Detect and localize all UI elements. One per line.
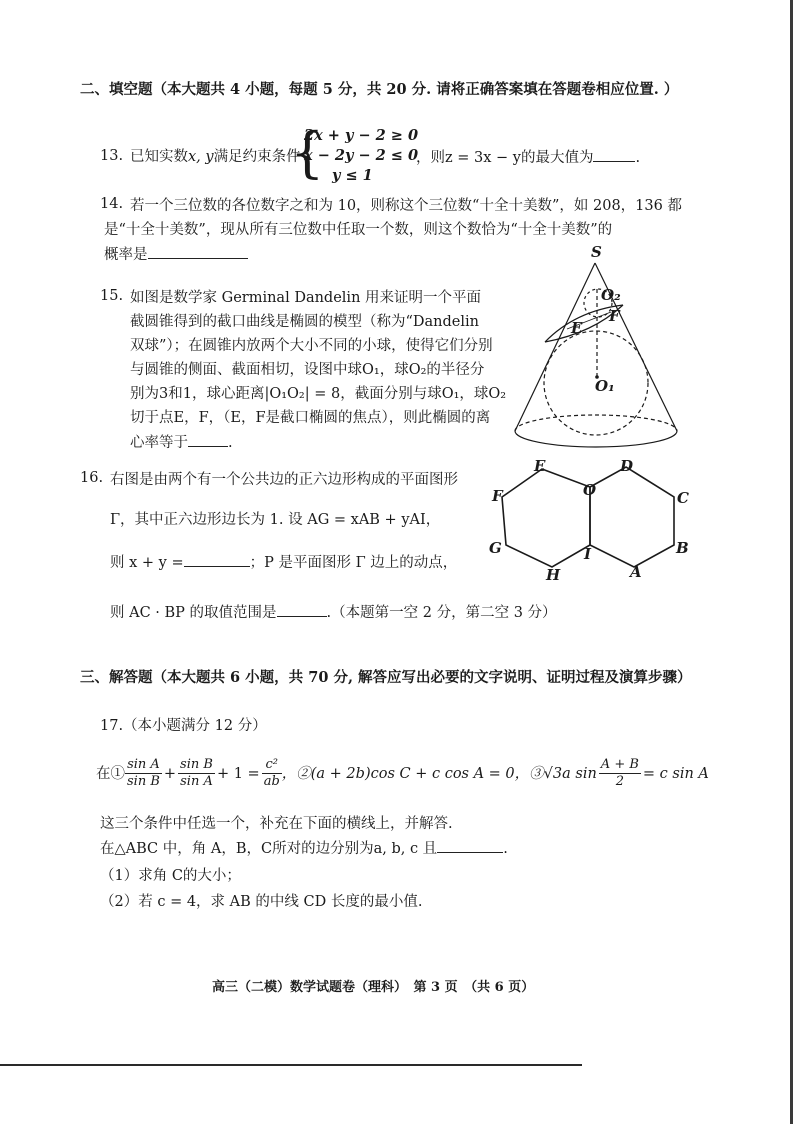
q17-line-3-end: . bbox=[503, 841, 508, 857]
cone-left-edge bbox=[515, 263, 595, 431]
q16-line-4 bbox=[110, 602, 557, 623]
q17-frac-4-num: A + B bbox=[600, 757, 639, 772]
q17-frac-4 bbox=[599, 757, 641, 790]
q17-line-2: 这三个条件中任选一个，补充在下面的横线上，并解答. bbox=[100, 816, 453, 832]
label-a-hex: A bbox=[630, 563, 642, 581]
q13-vars: x, y bbox=[188, 149, 214, 165]
q13-constraint-2: x − 2y − 2 ≤ 0 bbox=[304, 147, 419, 164]
label-d-hex: D bbox=[620, 457, 634, 475]
cone-base-back bbox=[515, 415, 677, 431]
label-b-hex: B bbox=[676, 539, 689, 557]
q13-pre-text: 已知实数 bbox=[130, 149, 188, 165]
q17-frac-3-num: c² bbox=[262, 757, 282, 774]
q15-line-3: 双球”）；在圆锥内放两个大小不同的小球，使得它们分别 bbox=[130, 338, 493, 354]
q17-cond-prefix: 在① bbox=[96, 765, 125, 782]
q15-end: . bbox=[228, 435, 233, 451]
q17-part-1: （1）求角 C的大小； bbox=[100, 868, 241, 884]
q15-line-5: 别为3和1，球心距离|O₁O₂| = 8，截面分别与球O₁，球O₂ bbox=[130, 386, 507, 402]
q17-line-3-text: 在△ABC 中，角 A，B，C所对的边分别为a, b, c 且 bbox=[100, 841, 438, 857]
q17-frac-1 bbox=[125, 757, 162, 790]
label-s: S bbox=[591, 245, 602, 261]
q16-line-3b: ；P 是平面图形 Γ 边上的动点， bbox=[249, 555, 458, 571]
q17-frac-1-num: sin A bbox=[125, 757, 162, 774]
q16-number: 16. bbox=[80, 470, 104, 486]
q13-post-text: ，则z = 3x − y的最大值为 bbox=[416, 150, 594, 166]
q16-line-3 bbox=[110, 552, 457, 573]
q15-line-6: 切于点E，F，（E，F是截口椭圆的焦点），则此椭圆的离 bbox=[130, 410, 491, 426]
q15-line-2: 截圆锥得到的截口曲线是椭圆的模型（称为“Dandelin bbox=[130, 314, 479, 330]
q17-frac-3-den: ab bbox=[263, 774, 280, 789]
bottom-rule bbox=[0, 1064, 582, 1066]
q14-line-3 bbox=[104, 244, 248, 265]
q17-frac-2 bbox=[178, 757, 215, 790]
q17-frac-2-num: sin B bbox=[180, 757, 213, 772]
q17-cond-2-3: ，②(a + 2b)cos C + c cos A = 0，③√3a sin bbox=[281, 765, 597, 782]
q14-answer-blank[interactable] bbox=[148, 244, 248, 259]
q16-line-4b: .（本题第一空 2 分，第二空 3 分） bbox=[326, 605, 557, 621]
q17-frac-4-den: 2 bbox=[615, 774, 624, 789]
q15-line-4: 与圆锥的侧面、截面相切，设图中球O₁，球O₂的半径分 bbox=[130, 362, 485, 378]
q17-line-3 bbox=[100, 838, 508, 859]
q16-answer-blank-2[interactable] bbox=[277, 602, 327, 617]
q14-line-1: 若一个三位数的各位数字之和为 10，则称这个三位数“十全十美数”，如 208，136 都 bbox=[130, 198, 682, 214]
label-h-hex: H bbox=[546, 566, 561, 584]
q16-line-1: 右图是由两个有一个公共边的正六边形构成的平面图形 bbox=[110, 472, 458, 488]
label-i-hex: I bbox=[584, 545, 592, 563]
q17-plus-one: + 1 = bbox=[216, 765, 260, 782]
q17-frac-2-den: sin A bbox=[180, 774, 213, 789]
q14-line-2: 是“十全十美数”，现从所有三位数中任取一个数，则这个数恰为“十全十美数”的 bbox=[104, 222, 613, 238]
label-e: E bbox=[571, 319, 583, 337]
section-3-title: 三、解答题（本大题共 6 小题，共 70 分, 解答应写出必要的文字说明、证明过程及演算步骤） bbox=[80, 669, 692, 686]
label-e-hex: E bbox=[534, 457, 546, 475]
q15-number: 15. bbox=[100, 288, 124, 304]
label-o1: O₁ bbox=[595, 377, 615, 395]
q15-line-7 bbox=[130, 432, 233, 453]
q15-line-7-text: 心率等于 bbox=[130, 435, 188, 451]
right-edge-shadow bbox=[790, 0, 793, 1124]
q13-constraint-1: 2x + y − 2 ≥ 0 bbox=[304, 127, 419, 144]
q17-heading: 17.（本小题满分 12 分） bbox=[100, 718, 267, 734]
q13-end: . bbox=[635, 150, 641, 166]
q16-hexagon-figure bbox=[484, 455, 696, 585]
section-2-title: 二、填空题（本大题共 4 小题，每题 5 分，共 20 分. 请将正确答案填在答题卷相应位置. ） bbox=[80, 81, 679, 98]
q17-cond-3-end: = c sin A bbox=[642, 765, 709, 782]
q16-line-3a: 则 x + y = bbox=[110, 555, 184, 571]
q13-prefix bbox=[130, 147, 301, 167]
q17-conditions bbox=[96, 757, 709, 790]
q16-line-2: Γ，其中正六边形边长为 1. 设 AG = xAB + yAI， bbox=[110, 512, 441, 528]
cone-base-front bbox=[515, 431, 677, 447]
q13-number: 13. bbox=[100, 148, 124, 164]
q17-condition-blank[interactable] bbox=[437, 838, 503, 853]
q17-plus: + bbox=[163, 765, 177, 782]
q13-brace: { bbox=[290, 121, 325, 184]
q17-frac-3 bbox=[262, 757, 282, 790]
q13-answer-blank[interactable] bbox=[593, 147, 635, 162]
hexagon-left bbox=[502, 469, 590, 567]
label-c-hex: C bbox=[677, 489, 689, 507]
q17-frac-1-den: sin B bbox=[127, 774, 160, 789]
q13-constraint-3: y ≤ 1 bbox=[332, 167, 373, 184]
label-o2: O₂ bbox=[601, 286, 621, 304]
q15-dandelin-figure bbox=[505, 245, 705, 455]
label-o-hex: O bbox=[583, 481, 597, 499]
q15-answer-blank[interactable] bbox=[188, 432, 228, 447]
label-f-hex: F bbox=[492, 487, 503, 505]
q13-mid-text: 满足约束条件 bbox=[213, 149, 301, 165]
q16-answer-blank-1[interactable] bbox=[184, 552, 250, 567]
hexagon-right bbox=[590, 467, 674, 567]
q14-line-3-text: 概率是 bbox=[104, 247, 148, 263]
label-g-hex: G bbox=[489, 539, 502, 557]
q13-tail bbox=[416, 147, 640, 168]
label-f: F bbox=[609, 307, 620, 325]
q14-number: 14. bbox=[100, 196, 124, 212]
page-footer: 高三（二模）数学试题卷（理科） 第 3 页 （共 6 页） bbox=[212, 980, 535, 995]
q15-line-1: 如图是数学家 Germinal Dandelin 用来证明一个平面 bbox=[130, 290, 482, 306]
q16-line-4a: 则 AC · BP 的取值范围是 bbox=[110, 605, 277, 621]
q17-part-2: （2）若 c = 4，求 AB 的中线 CD 长度的最小值. bbox=[100, 894, 423, 910]
